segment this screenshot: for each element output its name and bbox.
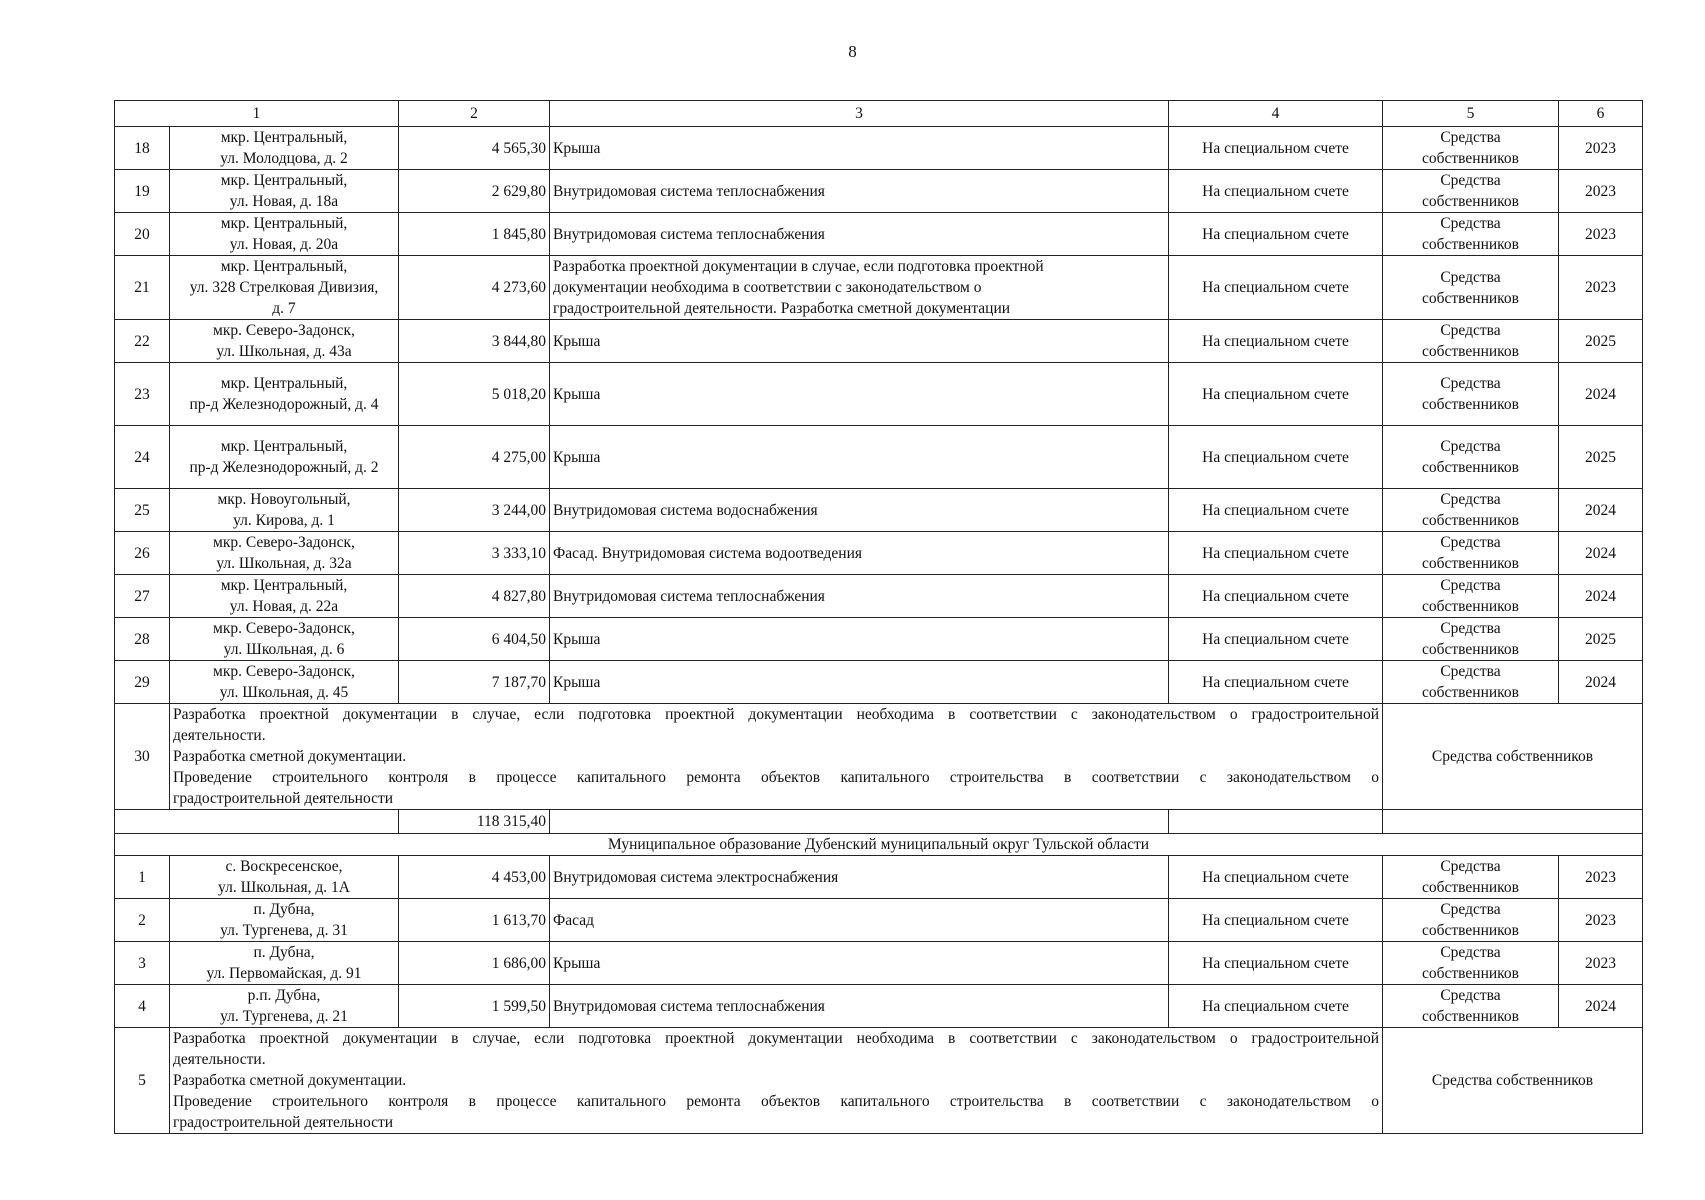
year-cell: 2025 xyxy=(1559,426,1643,489)
page-number: 8 xyxy=(848,42,857,61)
work-type-cell: Крыша xyxy=(550,363,1169,426)
fund-method-cell: На специальном счете xyxy=(1169,532,1383,575)
row-number: 23 xyxy=(115,363,170,426)
year-cell: 2024 xyxy=(1559,532,1643,575)
capital-repair-table xyxy=(114,100,1643,1134)
fund-method-cell: На специальном счете xyxy=(1169,127,1383,170)
area-cell: 4 827,80 xyxy=(399,575,550,618)
year-cell: 2023 xyxy=(1559,942,1643,985)
funding-source-cell: Средства собственников xyxy=(1383,532,1559,575)
total-area-cell: 118 315,40 xyxy=(399,810,550,834)
funding-source-cell: Средства собственников xyxy=(1383,856,1559,899)
table-row xyxy=(115,985,1643,1028)
table-row xyxy=(115,618,1643,661)
table-row xyxy=(115,256,1643,320)
year-cell: 2023 xyxy=(1559,170,1643,213)
funding-source-cell: Средства собственников xyxy=(1383,256,1559,320)
area-cell: 2 629,80 xyxy=(399,170,550,213)
works-description-cell xyxy=(170,704,1383,810)
description-line: градостроительной деятельности xyxy=(173,1114,394,1131)
year-cell: 2023 xyxy=(1559,213,1643,256)
header-cell: 3 xyxy=(550,101,1169,127)
work-type-cell: Внутридомовая система теплоснабжения xyxy=(550,213,1169,256)
row-number: 27 xyxy=(115,575,170,618)
funding-source-cell: Средства собственников xyxy=(1383,661,1559,704)
table-row xyxy=(115,575,1643,618)
table-row xyxy=(115,213,1643,256)
header-cell: 6 xyxy=(1559,101,1643,127)
fund-method-cell: На специальном счете xyxy=(1169,256,1383,320)
funding-source-cell: Средства собственников xyxy=(1383,127,1559,170)
area-cell: 7 187,70 xyxy=(399,661,550,704)
funding-source-cell: Средства собственников xyxy=(1383,704,1643,810)
total-row xyxy=(115,810,1643,834)
fund-method-cell: На специальном счете xyxy=(1169,661,1383,704)
fund-method-cell: На специальном счете xyxy=(1169,942,1383,985)
table-row xyxy=(115,127,1643,170)
row-number: 3 xyxy=(115,942,170,985)
description-line: Разработка проектной документации в случае, если подготовка проектной документации необходима в соответствии с законодательством о градостроительной xyxy=(173,706,1379,723)
year-cell: 2023 xyxy=(1559,127,1643,170)
total-label-cell xyxy=(115,810,399,834)
header-row xyxy=(115,101,1643,127)
address-cell: мкр. Центральный, ул. Новая, д. 20а xyxy=(170,213,399,256)
area-cell: 3 333,10 xyxy=(399,532,550,575)
area-cell: 3 244,00 xyxy=(399,489,550,532)
row-number: 21 xyxy=(115,256,170,320)
funding-source-cell: Средства собственников xyxy=(1383,170,1559,213)
table-row xyxy=(115,899,1643,942)
description-line: Проведение строительного контроля в процессе капитального ремонта объектов капитального строительства в соответствии с законодательством о xyxy=(173,1093,1379,1110)
fund-method-cell: На специальном счете xyxy=(1169,575,1383,618)
year-cell: 2025 xyxy=(1559,618,1643,661)
year-cell: 2023 xyxy=(1559,856,1643,899)
address-cell: мкр. Центральный, ул. Новая, д. 22а xyxy=(170,575,399,618)
row-number: 4 xyxy=(115,985,170,1028)
description-line: Разработка проектной документации в случае, если подготовка проектной документации необходима в соответствии с законодательством о градостроительной xyxy=(173,1030,1379,1047)
empty-cell xyxy=(1169,810,1383,834)
address-cell: мкр. Центральный, ул. Молодцова, д. 2 xyxy=(170,127,399,170)
address-cell: мкр. Северо-Задонск, ул. Школьная, д. 45 xyxy=(170,661,399,704)
work-type-cell: Внутридомовая система водоснабжения xyxy=(550,489,1169,532)
empty-cell xyxy=(550,810,1169,834)
section-header-row xyxy=(115,834,1643,856)
funding-source-cell: Средства собственников xyxy=(1383,363,1559,426)
address-cell: с. Воскресенское, ул. Школьная, д. 1А xyxy=(170,856,399,899)
fund-method-cell: На специальном счете xyxy=(1169,213,1383,256)
area-cell: 5 018,20 xyxy=(399,363,550,426)
year-cell: 2023 xyxy=(1559,899,1643,942)
address-cell: мкр. Центральный, ул. 328 Стрелковая Дивизия, д. 7 xyxy=(170,256,399,320)
row-number: 29 xyxy=(115,661,170,704)
address-cell: мкр. Новоугольный, ул. Кирова, д. 1 xyxy=(170,489,399,532)
row-number: 30 xyxy=(115,704,170,810)
funding-source-cell: Средства собственников xyxy=(1383,426,1559,489)
fund-method-cell: На специальном счете xyxy=(1169,170,1383,213)
description-line: деятельности. xyxy=(173,1051,266,1068)
table-row xyxy=(115,170,1643,213)
row-number: 25 xyxy=(115,489,170,532)
year-cell: 2024 xyxy=(1559,489,1643,532)
row-number: 22 xyxy=(115,320,170,363)
work-type-cell: Крыша xyxy=(550,661,1169,704)
funding-source-cell: Средства собственников xyxy=(1383,618,1559,661)
area-cell: 1 686,00 xyxy=(399,942,550,985)
address-cell: мкр. Центральный, пр-д Железнодорожный, д. 2 xyxy=(170,426,399,489)
header-cell: 4 xyxy=(1169,101,1383,127)
year-cell: 2024 xyxy=(1559,575,1643,618)
header-cell: 2 xyxy=(399,101,550,127)
table-row xyxy=(115,489,1643,532)
funding-source-cell: Средства собственников xyxy=(1383,320,1559,363)
work-type-cell: Фасад xyxy=(550,899,1169,942)
work-type-cell: Фасад. Внутридомовая система водоотведения xyxy=(550,532,1169,575)
table-row xyxy=(115,320,1643,363)
funding-source-cell: Средства собственников xyxy=(1383,575,1559,618)
work-type-cell: Внутридомовая система электроснабжения xyxy=(550,856,1169,899)
year-cell: 2024 xyxy=(1559,985,1643,1028)
table-row xyxy=(115,363,1643,426)
description-line: градостроительной деятельности xyxy=(173,790,394,807)
address-cell: мкр. Центральный, ул. Новая, д. 18а xyxy=(170,170,399,213)
funding-source-cell: Средства собственников xyxy=(1383,985,1559,1028)
header-cell: 5 xyxy=(1383,101,1559,127)
row-number: 19 xyxy=(115,170,170,213)
table-row xyxy=(115,426,1643,489)
address-cell: мкр. Центральный, пр-д Железнодорожный, д. 4 xyxy=(170,363,399,426)
work-type-cell: Внутридомовая система теплоснабжения xyxy=(550,985,1169,1028)
table-row xyxy=(115,661,1643,704)
row-number: 2 xyxy=(115,899,170,942)
address-cell: п. Дубна, ул. Тургенева, д. 31 xyxy=(170,899,399,942)
description-line: деятельности. xyxy=(173,727,266,744)
table-row xyxy=(115,856,1643,899)
funding-source-cell: Средства собственников xyxy=(1383,213,1559,256)
fund-method-cell: На специальном счете xyxy=(1169,363,1383,426)
address-cell: р.п. Дубна, ул. Тургенева, д. 21 xyxy=(170,985,399,1028)
empty-cell xyxy=(1383,810,1643,834)
address-cell: мкр. Северо-Задонск, ул. Школьная, д. 43а xyxy=(170,320,399,363)
description-line: Проведение строительного контроля в процессе капитального ремонта объектов капитального строительства в соответствии с законодательством о xyxy=(173,769,1379,786)
funding-source-cell: Средства собственников xyxy=(1383,1028,1643,1134)
area-cell: 1 599,50 xyxy=(399,985,550,1028)
row-number: 24 xyxy=(115,426,170,489)
table-row xyxy=(115,942,1643,985)
works-description-cell xyxy=(170,1028,1383,1134)
work-type-cell: Крыша xyxy=(550,426,1169,489)
work-type-cell: Крыша xyxy=(550,127,1169,170)
row-number: 18 xyxy=(115,127,170,170)
area-cell: 4 275,00 xyxy=(399,426,550,489)
description-line: Разработка сметной документации. xyxy=(173,748,407,765)
table-row xyxy=(115,704,1643,810)
section-title: Муниципальное образование Дубенский муниципальный округ Тульской области xyxy=(115,834,1643,856)
area-cell: 1 845,80 xyxy=(399,213,550,256)
table-row xyxy=(115,1028,1643,1134)
work-type-cell: Крыша xyxy=(550,320,1169,363)
address-cell: п. Дубна, ул. Первомайская, д. 91 xyxy=(170,942,399,985)
fund-method-cell: На специальном счете xyxy=(1169,618,1383,661)
area-cell: 6 404,50 xyxy=(399,618,550,661)
fund-method-cell: На специальном счете xyxy=(1169,856,1383,899)
address-cell: мкр. Северо-Задонск, ул. Школьная, д. 6 xyxy=(170,618,399,661)
funding-source-cell: Средства собственников xyxy=(1383,942,1559,985)
area-cell: 4 453,00 xyxy=(399,856,550,899)
funding-source-cell: Средства собственников xyxy=(1383,899,1559,942)
address-cell: мкр. Северо-Задонск, ул. Школьная, д. 32а xyxy=(170,532,399,575)
fund-method-cell: На специальном счете xyxy=(1169,426,1383,489)
work-type-cell: Крыша xyxy=(550,942,1169,985)
row-number: 26 xyxy=(115,532,170,575)
year-cell: 2024 xyxy=(1559,363,1643,426)
area-cell: 4 273,60 xyxy=(399,256,550,320)
year-cell: 2025 xyxy=(1559,320,1643,363)
work-type-cell: Внутридомовая система теплоснабжения xyxy=(550,575,1169,618)
row-number: 28 xyxy=(115,618,170,661)
fund-method-cell: На специальном счете xyxy=(1169,489,1383,532)
header-cell: 1 xyxy=(115,101,399,127)
fund-method-cell: На специальном счете xyxy=(1169,899,1383,942)
area-cell: 3 844,80 xyxy=(399,320,550,363)
year-cell: 2023 xyxy=(1559,256,1643,320)
year-cell: 2024 xyxy=(1559,661,1643,704)
row-number: 1 xyxy=(115,856,170,899)
fund-method-cell: На специальном счете xyxy=(1169,985,1383,1028)
table-row xyxy=(115,532,1643,575)
row-number: 5 xyxy=(115,1028,170,1134)
fund-method-cell: На специальном счете xyxy=(1169,320,1383,363)
area-cell: 4 565,30 xyxy=(399,127,550,170)
area-cell: 1 613,70 xyxy=(399,899,550,942)
work-type-cell: Крыша xyxy=(550,618,1169,661)
work-type-cell: Разработка проектной документации в случае, если подготовка проектной документации необходима в соответствии с законодательством о градостроительной деятельности. Разработка сметной документации xyxy=(550,256,1169,320)
row-number: 20 xyxy=(115,213,170,256)
description-line: Разработка сметной документации. xyxy=(173,1072,407,1089)
work-type-cell: Внутридомовая система теплоснабжения xyxy=(550,170,1169,213)
funding-source-cell: Средства собственников xyxy=(1383,489,1559,532)
